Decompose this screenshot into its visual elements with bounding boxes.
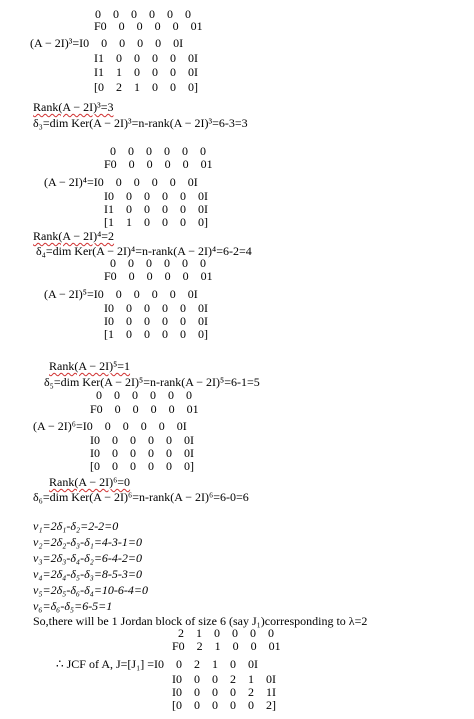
rank-line-3: Rank(A − 2I)³=3: [33, 100, 114, 114]
matrix-row: I0 0 0 0 0 0I: [90, 433, 194, 447]
delta-line-4: δ₄=dim Ker(A − 2I)⁴=n-rank(A − 2I)⁴=6-2=4: [36, 244, 252, 258]
nu-line: ν₂=2δ₂-δ₃-δ₁=4-3-1=0: [33, 535, 143, 549]
matrix-row: 2 1 0 0 0 0: [178, 626, 274, 640]
matrix-row: (A − 2I)³=I0 0 0 0 0 0I: [24, 36, 184, 50]
matrix-row: I1 0 0 0 0 0I: [94, 51, 198, 65]
matrix-row: 0 0 0 0 0 0: [110, 256, 206, 270]
matrix-row: F0 0 0 0 0 01: [90, 402, 199, 416]
matrix-row: 0 0 0 0 0 0: [110, 144, 206, 158]
nu-line: ν₅=2δ₅-δ₆-δ₄=10-6-4=0: [33, 583, 149, 597]
matrix-row: I0 0 0 2 1 0I: [172, 672, 276, 686]
matrix-row: F0 0 0 0 0 01: [104, 157, 213, 171]
matrix-row: (A − 2I)⁶=I0 0 0 0 0 0I: [33, 419, 187, 433]
nu-line: ν₆=δ₆-δ₅=6-5=1: [33, 599, 113, 613]
matrix-row: [0 2 1 0 0 0]: [94, 80, 198, 94]
matrix-row: I0 0 0 0 0 0I: [104, 301, 208, 315]
matrix-row: F0 0 0 0 0 01: [94, 19, 203, 33]
delta-line-5: δ₅=dim Ker(A − 2I)⁵=n-rank(A − 2I)⁵=6-1=5: [44, 375, 260, 389]
matrix-row: (A − 2I)⁵=I0 0 0 0 0 0I: [44, 287, 198, 301]
matrix-row: I0 0 0 0 2 1I: [172, 685, 276, 699]
matrix-row: [1 0 0 0 0 0]: [104, 327, 208, 341]
matrix-row: F0 2 1 0 0 01: [172, 639, 281, 653]
rank-line-5: Rank(A − 2I)⁵=1: [49, 359, 131, 373]
rank-line-4: Rank(A − 2I)⁴=2: [33, 229, 115, 243]
matrix-row: [0 0 0 0 0 0]: [90, 459, 194, 473]
matrix-row: I1 0 0 0 0 0I: [104, 202, 208, 216]
matrix-row: [0 0 0 0 0 2]: [172, 698, 276, 712]
nu-line: ν₃=2δ₃-δ₄-δ₂=6-4-2=0: [33, 551, 143, 565]
matrix-row: (A − 2I)⁴=I0 0 0 0 0 0I: [44, 175, 198, 189]
matrix-row: 0 0 0 0 0 0: [86, 7, 191, 21]
nu-line: ν₁=2δ₁-δ₂=2-2=0: [33, 519, 119, 533]
matrix-row: [1 1 0 0 0 0]: [104, 215, 208, 229]
matrix-row: 0 0 0 0 0 0: [96, 388, 192, 402]
rank-line-6: Rank(A − 2I)⁶=0: [49, 475, 131, 489]
matrix-row: I0 0 0 0 0 0I: [104, 189, 208, 203]
matrix-row: I1 1 0 0 0 0I: [94, 65, 198, 79]
conclusion-line: So,there will be 1 Jordan block of size 6 (say J₁)corresponding to λ=2: [33, 614, 368, 628]
matrix-row: I0 0 0 0 0 0I: [90, 446, 194, 460]
matrix-row: I0 0 0 0 0 0I: [104, 314, 208, 328]
delta-line-6: δ₆=dim Ker(A − 2I)⁶=n-rank(A − 2I)⁶=6-0=6: [33, 490, 249, 504]
matrix-row: F0 0 0 0 0 01: [104, 269, 213, 283]
nu-line: ν₄=2δ₄-δ₅-δ₃=8-5-3=0: [33, 567, 143, 581]
matrix-row: ∴ JCF of A, J=[J₁] =I0 0 2 1 0 0I: [56, 657, 259, 671]
delta-line-3: δ₃=dim Ker(A − 2I)³=n-rank(A − 2I)³=6-3=3: [33, 116, 248, 130]
